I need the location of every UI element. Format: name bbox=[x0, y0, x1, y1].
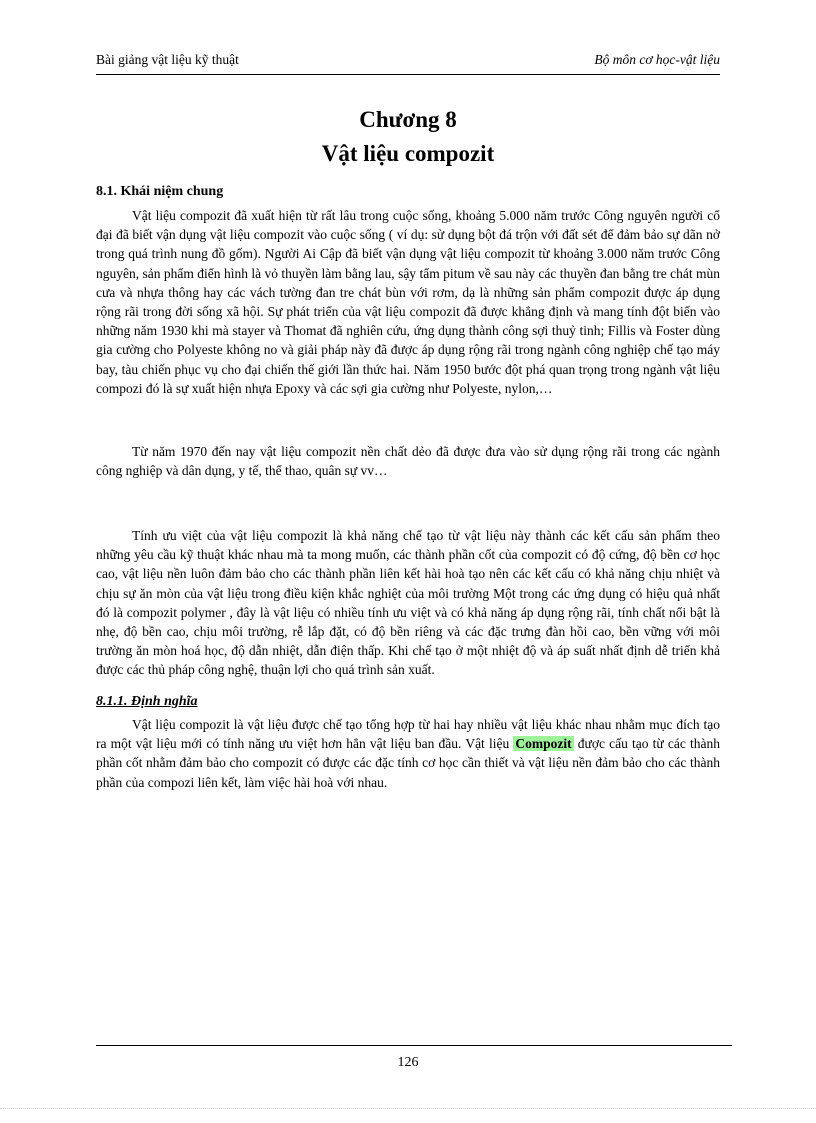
paragraph-advantages: Tính ưu việt của vật liệu compozit là khả năng chế tạo từ vật liệu này thành các kết cấu sản phẩm theo những yêu cầu kỹ thuật khác nhau mà ta mong muốn, các thành phần cốt của compozit có độ cứng, độ bền cơ học cao, vật liệu nền luôn đảm bảo cho các thành phần liên kết hài hoà tạo nên các kết cấu có khả năng chịu nhiệt và chịu sự ăn mòn của vật liệu trong điều kiện khắc nghiệt của môi trường Một trong các ứng dụng có hiệu quả nhất đó là compozit polymer , đây là vật liệu có nhiều tính ưu việt và có khả năng áp dụng rộng rãi, tính chất nổi bật là nhẹ, độ bền cao, chịu môi trường, rễ lắp đặt, có độ bền riêng và các đặc trưng đàn hồi cao, bền vững với môi trường ăn mòn hoá học, độ dẫn nhiệt, dẫn điện thấp. Khi chế tạo ở một nhiệt độ và áp suất nhất định dễ triển khả được các thủ pháp công nghệ, thuận lợi cho quá trình sản xuất. bbox=[96, 528, 720, 678]
course-title: Bài giảng vật liệu kỹ thuật bbox=[96, 52, 239, 67]
paragraph-since-1970: Từ năm 1970 đến nay vật liệu compozit nền chất dẻo đã được đưa vào sử dụng rộng rãi trong các ngành công nghiệp và dân dụng, y tế, thể thao, quân sự vv… bbox=[96, 444, 720, 479]
definition-text-start: Vật liệu compozit là vật liệu được chế tạo tổng hợp từ hai hay nhiều vật liệu khác nhau nhằm mục đích tạo ra một vật liệu mới có tính năng ưu việt hơn hẳn vật liệu ban đầu. Vật liệu bbox=[96, 717, 720, 752]
paragraph-definition bbox=[96, 715, 720, 792]
chapter-number: Chương 8 bbox=[359, 107, 457, 132]
page-header bbox=[96, 52, 720, 75]
page-bottom-edge bbox=[0, 1108, 816, 1109]
paragraph-history: Vật liệu compozit đã xuất hiện từ rất lâu trong cuộc sống, khoảng 5.000 năm trước Công nguyên người cổ đại đã biết vận dụng vật liệu compozit vào cuộc sống ( ví dụ: sử dụng bột đá trộn với đất sét để đảm bảo sự dãn nở trong quá trình nung đồ gốm). Người Ai Cập đã biết vận dụng vật liệu compozit từ khoảng 3.000 năm trước Công nguyên, sản phẩm điển hình là vỏ thuyền làm bằng lau, sậy tẩm pitum về sau này các thuyền đan bằng tre chát mùn cưa và nhựa thông hay các vách tường đan tre chát bùn với rơm, dạ là những sản phẩm compozit được áp dụng rộng rãi trong đời sống xã hội. Sự phát triển của vật liệu compozit đã được khẳng định và mang tính đột biến vào những năm 1930 khi mà stayer và Thomat đã nghiên cứu, ứng dụng thành công sợi thuỷ tinh; Fillis và Foster dùng gia cường cho Polyeste không no và giải pháp này đã được áp dụng rộng rãi trong ngành công nghiệp chế tạo máy bay, tàu chiến phục vụ cho đại chiến thế giới lần thức hai. Năm 1950 bước đột phá quan trọng trong ngành vật liệu compozi đó là sự xuất hiện nhựa Epoxy và các sợi gia cường như Polyeste, nylon,… bbox=[96, 208, 720, 396]
department-name: Bộ môn cơ học-vật liệu bbox=[594, 52, 720, 67]
highlighted-term: Compozit bbox=[515, 736, 572, 752]
section-heading-8-1-1: 8.1.1. Định nghĩa bbox=[96, 694, 198, 709]
section-heading-8-1: 8.1. Khái niệm chung bbox=[96, 184, 224, 199]
definition-text-end: được cấu tạo từ các thành phần cốt nhằm đảm bảo cho compozit có được các đặc tính cơ học cần thiết và vật liệu nền đảm bảo cho các thành phần của compozi liên kết, làm việc hài hoà với nhau. bbox=[96, 736, 720, 790]
chapter-title: Vật liệu compozit bbox=[321, 141, 495, 166]
footer-divider bbox=[96, 1045, 732, 1046]
page-number: 126 bbox=[397, 1055, 419, 1070]
